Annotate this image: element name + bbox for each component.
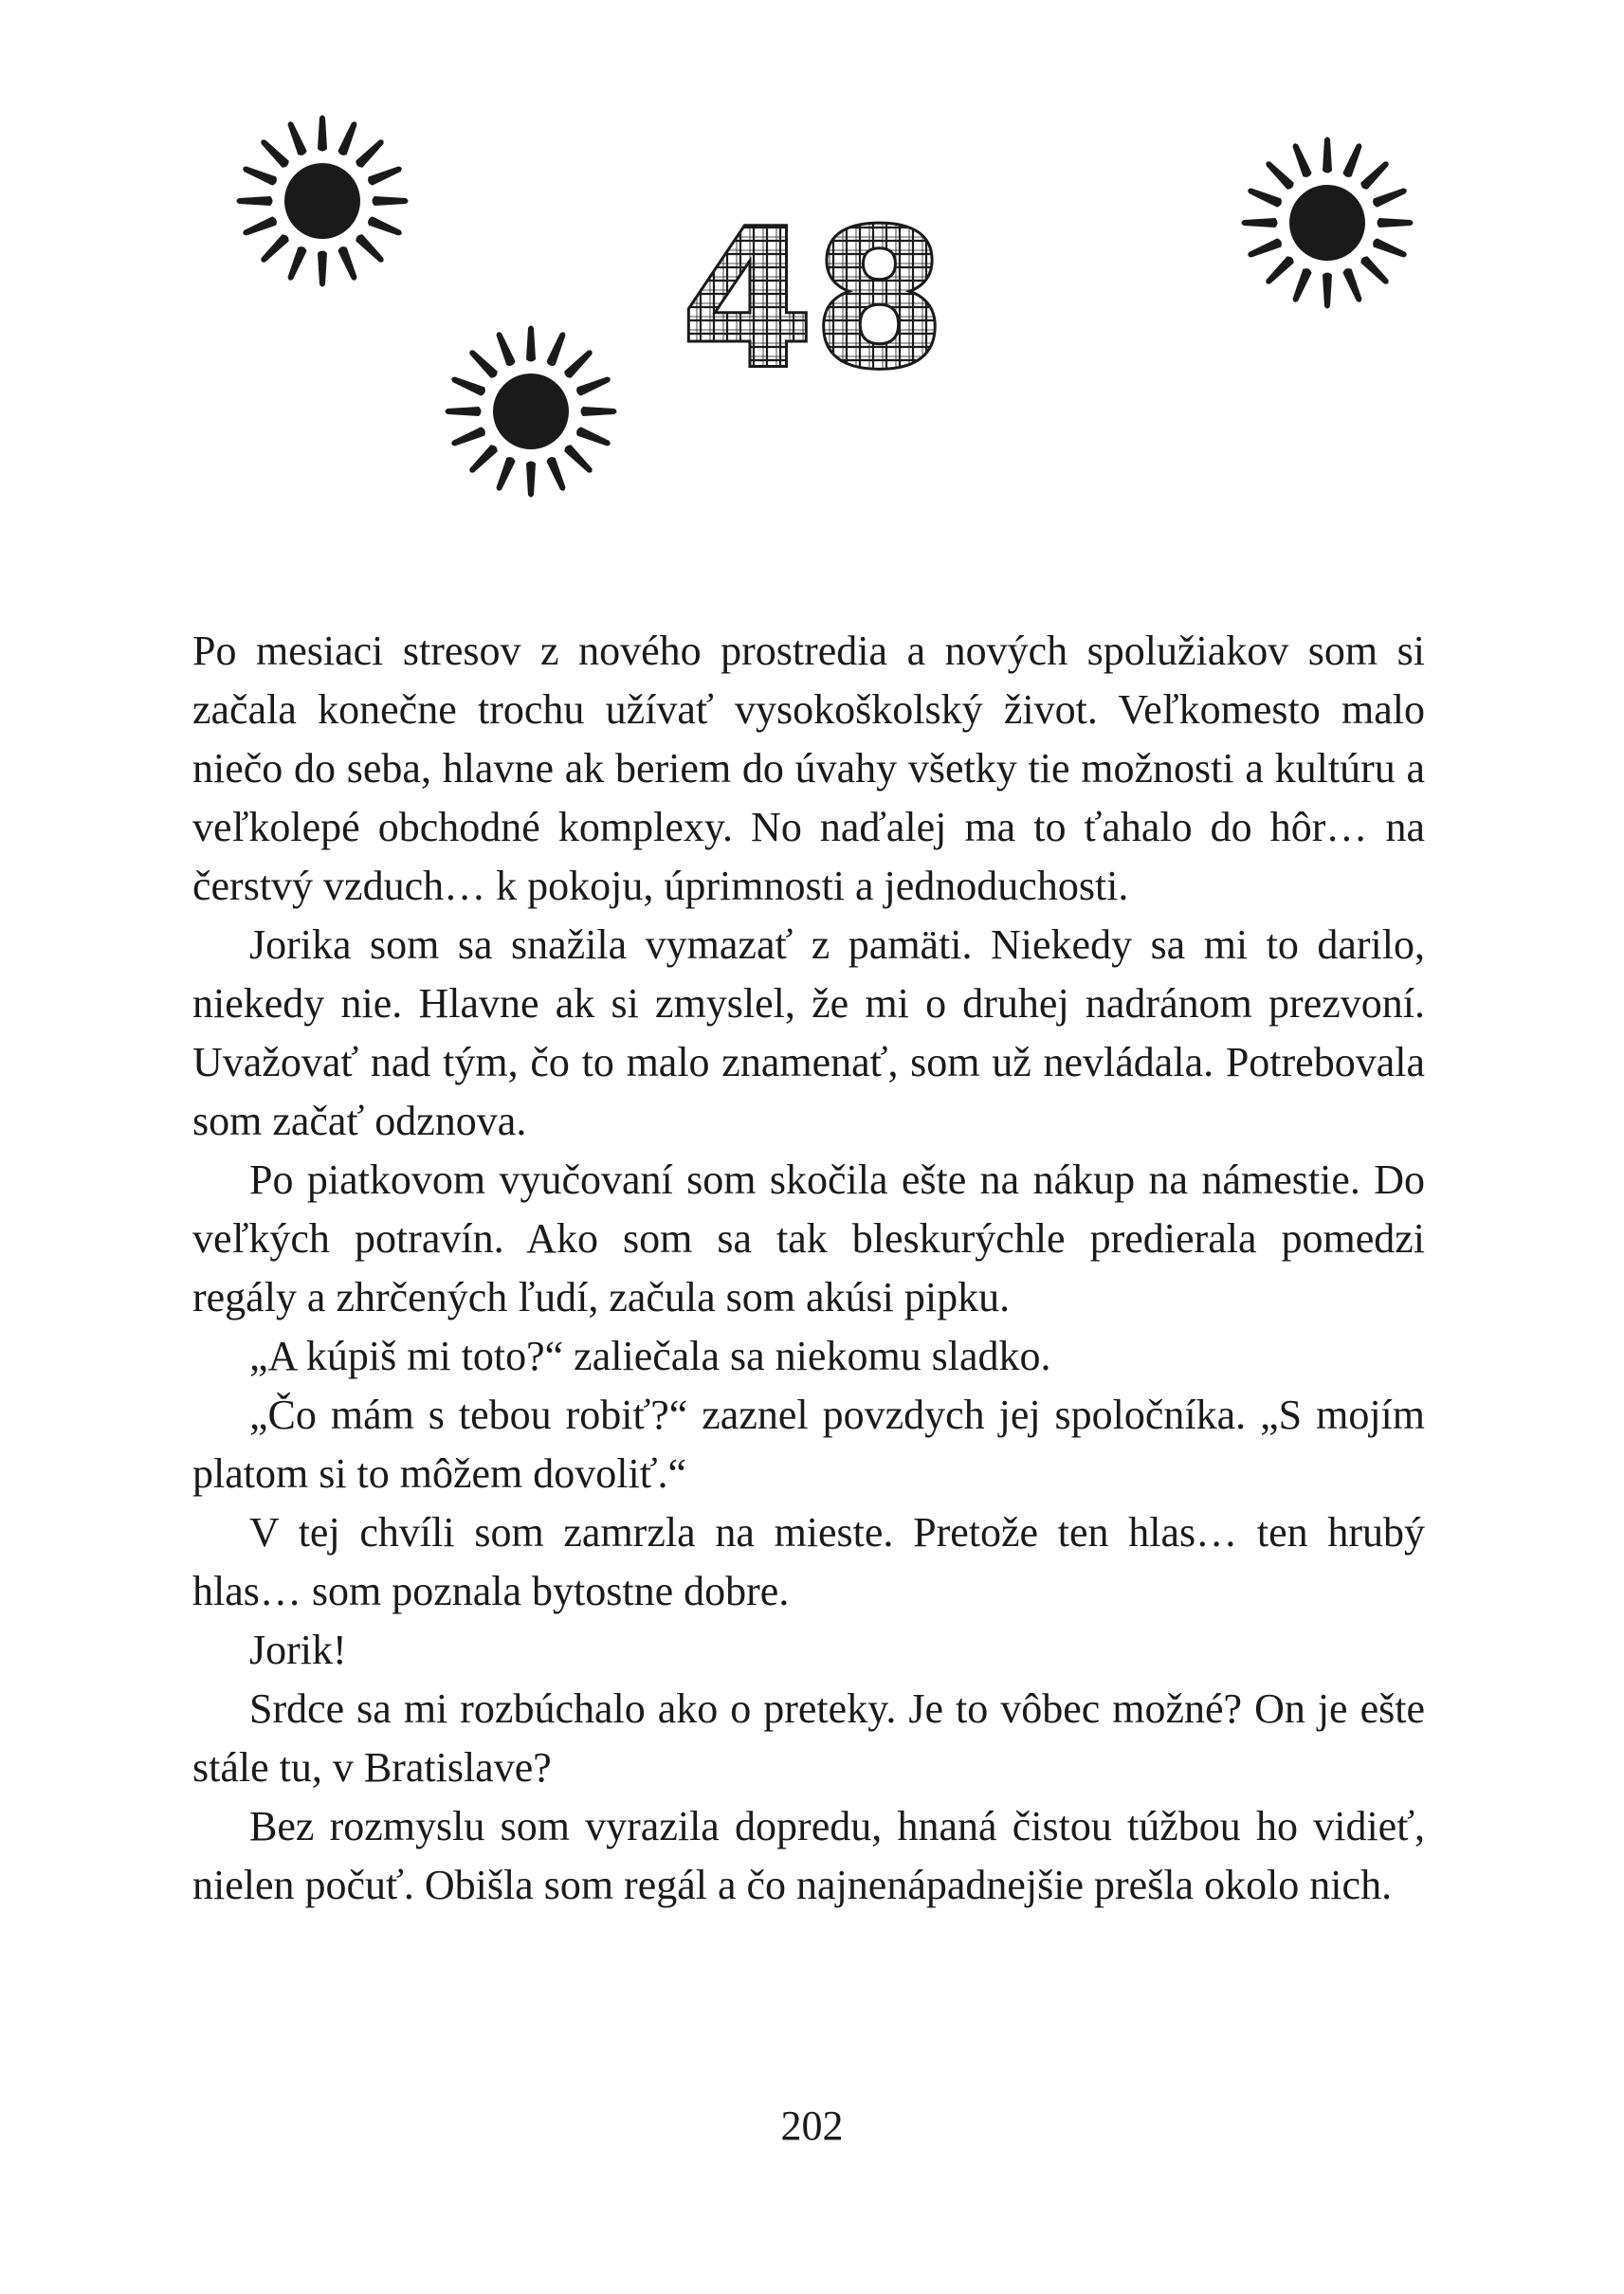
sun-ray [526,326,536,362]
sun-ray [575,426,612,448]
sun-ray [337,119,359,156]
sun-ray [1378,218,1414,228]
sun-ray [545,456,568,493]
sun-ray [563,347,595,379]
sun-ray [1263,255,1295,287]
sun-icon [228,106,417,296]
paragraph: Bez rozmyslu som vyrazila dopredu, hnaná čistou túžbou ho vidieť, nielen počuť. Obišla som regál a čo najnenápadnejšie prešla okolo nich. [192,1803,1425,1908]
paragraph: Po piatkovom vyučovaní som skočila ešte na nákup na námestie. Do veľkých potravín. Ako som sa tak bleskurýchle predierala pomedzi regály a zhrčených ľudí, začula som akúsi pipku. [192,1156,1425,1320]
sun-ray [1290,141,1313,178]
sun-core [284,163,360,239]
body-text [192,622,1425,1915]
sun-ray [581,407,617,416]
sun-ray [1359,255,1392,287]
paragraph: Srdce sa mi rozbúchalo ako o preteky. Je to vôbec možné? On je ešte stále tu, v Bratislave? [192,1685,1425,1791]
sun-ray [318,116,327,152]
sun-core [493,373,569,449]
paragraph: V tej chvíli som zamrzla na mieste. Pretože ten hlas… ten hrubý hlas… som poznala bytostne dobre. [192,1509,1425,1614]
sun-ray [1372,186,1409,209]
sun-ray [494,456,517,493]
sun-ray [466,347,499,379]
sun-ray [449,374,486,397]
paragraph: Po mesiaci stresov z nového prostredia a nových spolužiakov som si začala konečne trochu užívať vysokoškolský život. Veľkomesto malo niečo do seba, hlavne ak beriem do úvahy všetky tie možnosti a kultúru a veľkolepé obchodné komplexy. No naďalej ma to ťahalo do hôr… na čerstvý vzduch… k pokoju, úprimnosti a jednoduchosti. [192,628,1425,909]
paragraph: „A kúpiš mi toto?“ zaliečala sa niekomu sladko. [249,1333,1051,1379]
sun-ray [1323,273,1332,309]
sun-ray [355,137,387,169]
sun-ray [241,164,278,187]
sun-ray [575,374,612,397]
sun-icon [1232,128,1422,318]
sun-ray [355,233,387,265]
paragraph: Jorika som sa snažila vymazať z pamäti. Niekedy sa mi to darilo, niekedy nie. Hlavne ak si zmyslel, že mi o druhej nadránom prezvoní. Uvažovať nad tým, čo to malo znamenať, som už nevládala. Potrebovala som začať odznova. [192,921,1425,1144]
sun-ray [526,462,536,498]
sun-ray [1341,141,1364,178]
sun-ray [237,196,273,206]
sun-core [1289,185,1365,261]
sun-ray [1372,237,1409,260]
chapter-number [681,194,946,398]
sun-ray [1242,218,1278,228]
sun-ray [1246,186,1283,209]
sun-icon [436,317,626,506]
sun-ray [449,426,486,448]
sun-ray [258,137,290,169]
sun-ray [373,196,409,206]
sun-ray [258,233,290,265]
sun-ray [494,330,517,367]
page-number: 202 [780,2103,844,2149]
paragraph: Jorik! [249,1627,347,1673]
sun-ray [367,215,404,238]
sun-ray [1359,158,1392,191]
sun-ray [1290,267,1313,304]
sun-ray [1323,137,1332,173]
sun-ray [1246,237,1283,260]
sun-ray [466,444,499,476]
paragraph: „Čo mám s tebou robiť?“ zaznel povzdych jej spoločníka. „S mojím platom si to môžem dovoliť.“ [192,1392,1425,1497]
sun-ray [446,407,482,416]
sun-ray [1341,267,1364,304]
sun-ray [1263,158,1295,191]
sun-ray [318,251,327,287]
sun-ray [367,164,404,187]
sun-ray [285,246,308,282]
sun-ray [545,330,568,367]
sun-ray [285,119,308,156]
sun-ray [563,444,595,476]
sun-ray [337,246,359,282]
chapter-number-text: 48 [681,194,946,398]
sun-ray [241,215,278,238]
